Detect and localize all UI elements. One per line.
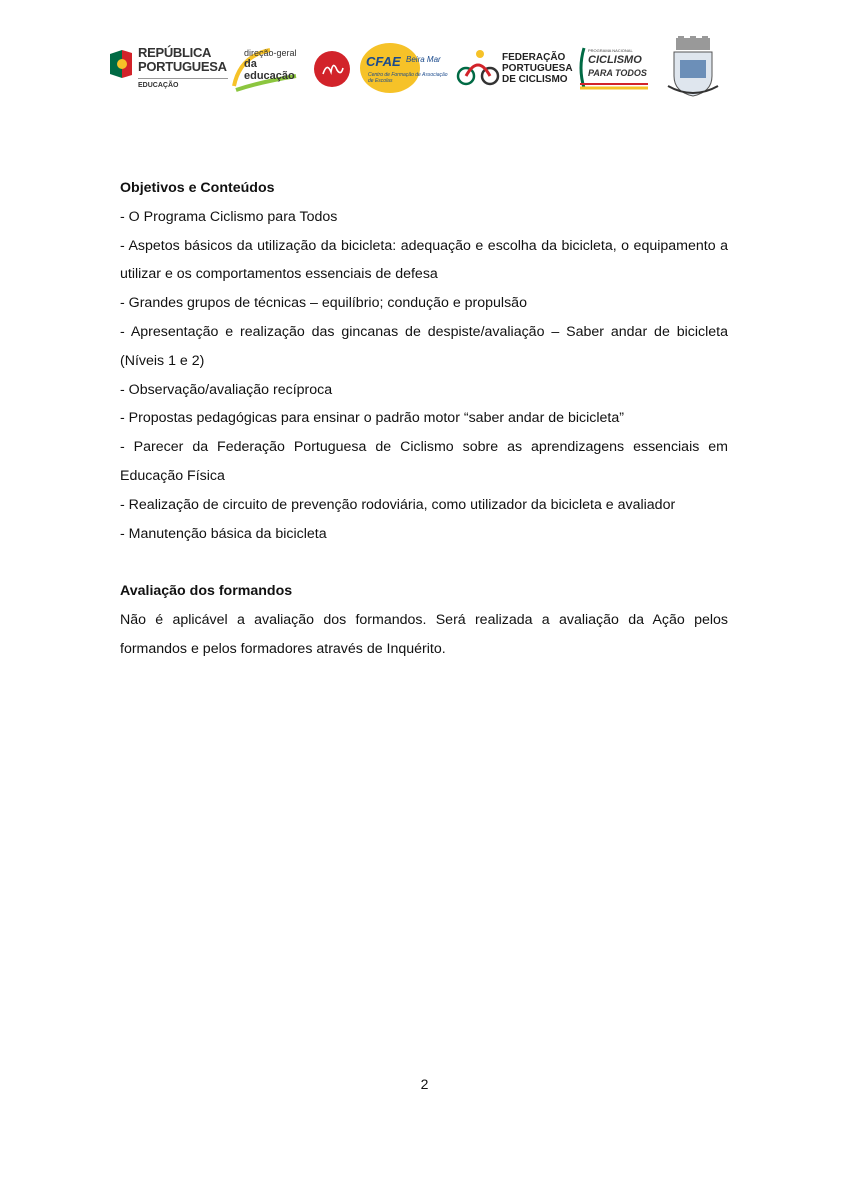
- fpc-logo: [456, 46, 573, 92]
- list-item: - Parecer da Federação Portuguesa de Ciclismo sobre as aprendizagens essenciais em Educação Física: [120, 439, 728, 484]
- logo-text: direção-geral: [244, 48, 297, 58]
- logo-text: DE CICLISMO: [502, 74, 568, 85]
- logo-text: Beira Mar: [406, 55, 441, 64]
- portugal-flag-icon: [108, 48, 134, 80]
- list-item: - O Programa Ciclismo para Todos: [120, 208, 338, 225]
- page-number: 2: [420, 1076, 429, 1092]
- list-item: - Manutenção básica da bicicleta: [120, 525, 327, 542]
- logo-text: Centro de Formação de Associação de Escolas: [368, 72, 448, 84]
- header-logos: [108, 36, 728, 100]
- logo-text: PORTUGUESA: [138, 59, 227, 74]
- spacer: [120, 548, 728, 577]
- dge-logo: [230, 46, 300, 92]
- republica-portuguesa-logo: [108, 44, 230, 94]
- cyclist-icon: [456, 48, 500, 88]
- logo-text: EDUCAÇÃO: [138, 82, 179, 89]
- logo-text: CFAE: [366, 54, 401, 69]
- divider: [138, 78, 228, 79]
- logo-text: FEDERAÇÃO: [502, 52, 566, 63]
- logo-text: REPÚBLICA: [138, 45, 212, 60]
- coat-of-arms-icon: [664, 36, 722, 100]
- logo-text: CICLISMO: [588, 54, 642, 66]
- list-item: - Observação/avaliação recíproca: [120, 381, 333, 398]
- paragraph: Não é aplicável a avaliação dos formandos. Será realizada a avaliação da Ação pelos formandos e pelos formadores através de Inquérito.: [120, 611, 728, 657]
- logo-text: da educação: [244, 58, 295, 82]
- de-logo-icon: [313, 50, 351, 88]
- cfae-logo: [360, 42, 448, 94]
- list-item: - Apresentação e realização das gincanas de despiste/avaliação – Saber andar de bicicleta (Níveis 1 e 2): [120, 323, 728, 369]
- list-item: - Realização de circuito de prevenção rodoviária, como utilizador da bicicleta e avaliador: [120, 496, 676, 513]
- logo-text: PORTUGUESA: [502, 63, 573, 74]
- list-item: - Grandes grupos de técnicas – equilíbrio; condução e propulsão: [120, 295, 527, 312]
- list-item: - Aspetos básicos da utilização da bicicleta: adequação e escolha da bicicleta, o equipamento a utilizar e os comportamentos essenciais de defesa: [120, 237, 728, 283]
- logo-text: PROGRAMA NACIONAL: [588, 48, 633, 53]
- logo-text: PARA TODOS: [588, 68, 647, 78]
- document-body: [120, 174, 728, 664]
- section-title: Objetivos e Conteúdos: [120, 180, 275, 196]
- list-item: - Propostas pedagógicas para ensinar o padrão motor “saber andar de bicicleta”: [120, 410, 624, 427]
- section-title: Avaliação dos formandos: [120, 583, 293, 600]
- ciclismo-para-todos-logo: [576, 44, 652, 92]
